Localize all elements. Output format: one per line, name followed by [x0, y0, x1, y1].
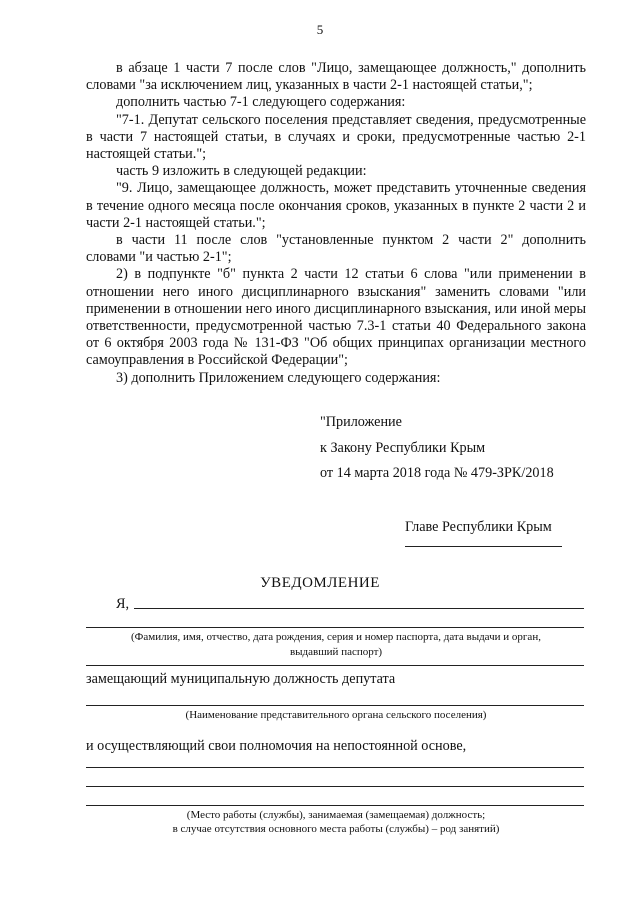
paragraph-part-7-1-text: "7-1. Депутат сельского поселения представляет сведения, предусмотренные в части 7 настоящей статьи, в случаях и сроки, предусмотренные частью 2-1 настоящей статьи.";	[86, 111, 586, 163]
appendix-law-date: от 14 марта 2018 года № 479-ЗРК/2018	[320, 465, 554, 481]
amendment-text	[86, 60, 586, 387]
paragraph-item-3: 3) дополнить Приложением следующего содержания:	[116, 369, 441, 386]
page-number: 5	[316, 22, 324, 37]
addressee-underline	[405, 546, 562, 547]
work-field-line-2[interactable]	[86, 786, 584, 787]
paragraph-add-part-7-1: дополнить частью 7-1 следующего содержания:	[116, 94, 406, 111]
caption-person-line2: выдавший паспорт)	[289, 646, 383, 658]
caption-work-line2: в случае отсутствия основного места работы (службы) – род занятий)	[172, 823, 500, 835]
name-field-line[interactable]	[134, 608, 584, 609]
organ-field-line[interactable]	[86, 705, 584, 706]
name-field-line-2[interactable]	[86, 627, 584, 628]
paragraph-part-11: в части 11 после слов "установленные пунктом 2 части 2" дополнить словами "и частью 2-1";	[86, 232, 586, 266]
paragraph-abzac-1: в абзаце 1 части 7 после слов "Лицо, замещающее должность," дополнить словами "за исключением лиц, указанных в части 2-1 настоящей статьи,";	[86, 60, 586, 94]
caption-person-line1: (Фамилия, имя, отчество, дата рождения, серия и номер паспорта, дата выдачи и орган,	[131, 631, 541, 643]
caption-work-line1: (Место работы (службы), занимаемая (замещаемая) должность;	[186, 809, 486, 821]
powers-text: и осуществляющий свои полномочия на непостоянной основе,	[86, 738, 467, 754]
paragraph-item-2: 2) в подпункте "б" пункта 2 части 12 статьи 6 слова "или применении в отношении него иного дисциплинарного взыскания" заменить словами "или применении в отношении него иного дисциплинарного взыскания, или иной меры ответственности, предусмотренной частью 7.3-1 статьи 40 Федерального закона от 6 октября 2003 года № 131-ФЗ "Об общих принципах организации местного самоуправления в Российской Федерации";	[86, 266, 586, 369]
appendix-heading: "Приложение	[320, 414, 402, 430]
position-text: замещающий муниципальную должность депутата	[86, 671, 396, 687]
appendix-law-ref: к Закону Республики Крым	[320, 440, 486, 456]
work-field-line-3[interactable]	[86, 805, 584, 806]
work-field-line-1[interactable]	[86, 767, 584, 768]
passport-field-line[interactable]	[86, 665, 584, 666]
form-i-label: Я,	[116, 596, 130, 612]
caption-organ: (Наименование представительного органа сельского поселения)	[185, 709, 487, 721]
paragraph-part-9-text: "9. Лицо, замещающее должность, может представить уточненные сведения в течение одного месяца после окончания сроков, указанных в пункте 2 части 2 и части 2-1 настоящей статьи.";	[86, 180, 586, 231]
form-title: УВЕДОМЛЕНИЕ	[260, 575, 380, 591]
addressee: Главе Республики Крым	[405, 519, 552, 535]
paragraph-part-9-intro: часть 9 изложить в следующей редакции:	[116, 163, 367, 180]
